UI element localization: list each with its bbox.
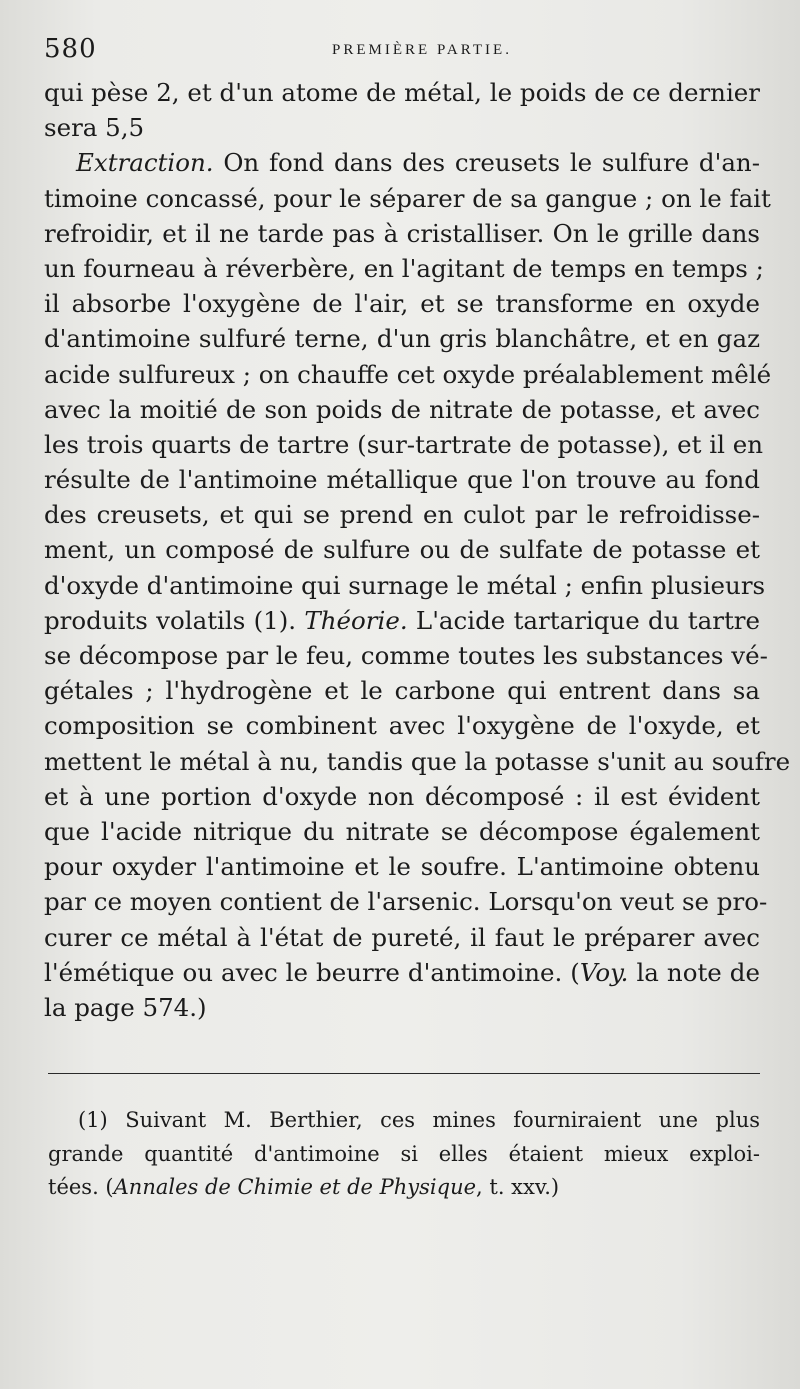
- cross-reference-voy: Voy.: [579, 957, 629, 987]
- text-line: timoine concassé, pour le séparer de sa gangue ; on le fait: [44, 183, 771, 213]
- text-segment: , t. xxv.): [476, 1175, 560, 1199]
- text-line: acide sulfureux ; on chauffe cet oxyde préalablement mêlé: [44, 359, 772, 389]
- text-line: d'oxyde d'antimoine qui surnage le métal ; enfin plusieurs: [44, 570, 766, 600]
- section-label-theorie: Théorie.: [304, 605, 408, 635]
- text-line: des creusets, et qui se prend en culot par le refroidisse-: [44, 500, 760, 530]
- text-line: par ce moyen contient de l'arsenic. Lorsqu'on veut se pro-: [44, 887, 768, 917]
- text-line: sera 5,5: [44, 113, 145, 143]
- journal-title: Annales de Chimie et de Physique: [113, 1175, 477, 1199]
- text-segment: la note de: [628, 957, 760, 987]
- text-line: se décompose par le feu, comme toutes les substances vé-: [44, 641, 768, 670]
- page-header: [44, 30, 760, 70]
- text-line: refroidir, et il ne tarde pas à cristalliser. On le grille dans: [44, 218, 760, 248]
- text-segment: L'acide tartarique du tartre: [407, 605, 761, 635]
- text-line: pour oxyder l'antimoine et le soufre. L'antimoine obtenu: [44, 852, 760, 882]
- text-line: [44, 145, 760, 180]
- text-line: composition se combinent avec l'oxygène de l'oxyde, et: [44, 711, 760, 741]
- text-line: la page 574.): [44, 992, 207, 1022]
- footnote-line: grande quantité d'antimoine si elles étaient mieux exploi-: [48, 1141, 760, 1166]
- footnote: [48, 1104, 760, 1205]
- text-segment: produits volatils (1).: [44, 605, 305, 635]
- text-line: avec la moitié de son poids de nitrate de potasse, et avec: [44, 394, 760, 424]
- text-line: les trois quarts de tartre (sur-tartrate de potasse), et il en: [44, 429, 764, 459]
- text-line: [44, 955, 760, 990]
- text-line: mettent le métal à nu, tandis que la potasse s'unit au soufre: [44, 746, 791, 776]
- main-text: [44, 75, 791, 1025]
- text-line: qui pèse 2, et d'un atome de métal, le poids de ce dernier: [44, 78, 760, 107]
- footnote-line: (1) Suivant M. Berthier, ces mines fourniraient une plus: [78, 1108, 760, 1132]
- text-line: un fourneau à réverbère, en l'agitant de temps en temps ;: [44, 253, 764, 283]
- text-line: et à une portion d'oxyde non décomposé : il est évident: [44, 781, 760, 811]
- page-number: 580: [44, 34, 97, 64]
- text-line: [44, 603, 760, 638]
- text-line: il absorbe l'oxygène de l'air, et se transforme en oxyde: [44, 289, 760, 319]
- text-line: résulte de l'antimoine métallique que l'on trouve au fond: [44, 465, 760, 495]
- text-segment: l'émétique ou avec le beurre d'antimoine. (: [44, 957, 580, 987]
- section-label-extraction: Extraction.: [76, 148, 214, 178]
- text-line: que l'acide nitrique du nitrate se décompose également: [44, 816, 760, 846]
- footnote-line: [48, 1171, 760, 1205]
- text-segment: On fond dans des creusets le sulfure d'an-: [213, 148, 760, 178]
- running-head: PREMIÈRE PARTIE.: [332, 42, 512, 58]
- text-segment: tées. (: [48, 1175, 114, 1199]
- text-line: curer ce métal à l'état de pureté, il faut le préparer avec: [44, 922, 760, 952]
- text-line: ment, un composé de sulfure ou de sulfate de potasse et: [44, 535, 760, 565]
- footnote-separator: [48, 1073, 760, 1074]
- text-line: d'antimoine sulfuré terne, d'un gris blanchâtre, et en gaz: [44, 324, 760, 354]
- text-line: gétales ; l'hydrogène et le carbone qui entrent dans sa: [44, 676, 760, 706]
